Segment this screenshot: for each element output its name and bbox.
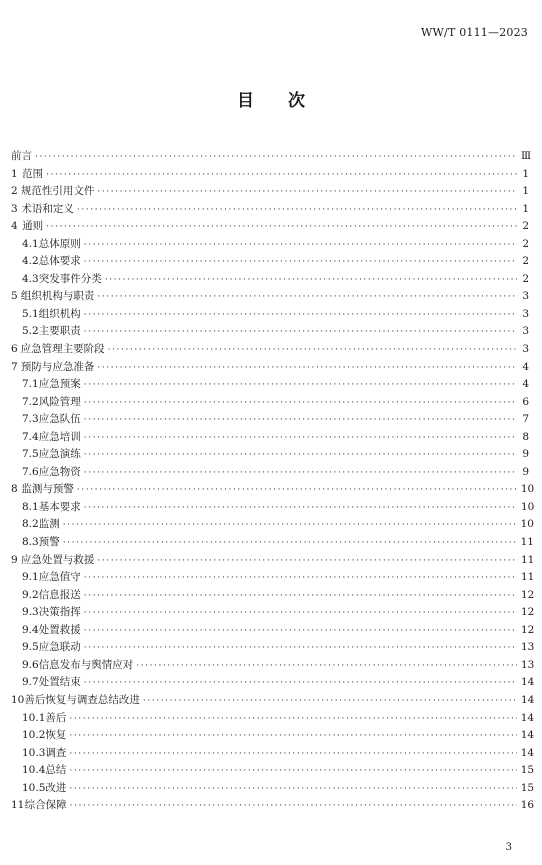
- toc-entry-number: 5.1: [22, 307, 39, 320]
- toc-entry-page: 14: [520, 711, 535, 724]
- toc-entry-label: 调查: [45, 746, 67, 759]
- toc-entry[interactable]: [11, 411, 529, 429]
- toc-entry-page: 14: [521, 693, 535, 706]
- toc-entry[interactable]: [11, 236, 529, 254]
- toc-entry-label: 监测: [38, 518, 60, 531]
- toc-leader-dots: [97, 360, 517, 378]
- toc-entry-page: 11: [520, 536, 534, 549]
- toc-leader-dots: [97, 184, 517, 202]
- toc-entry-number: 9.7: [22, 676, 39, 689]
- toc-entry-page: 1: [522, 185, 529, 198]
- toc-leader-dots: [84, 500, 517, 518]
- toc-entry-number: 10.2: [22, 729, 46, 742]
- toc-leader-dots: [84, 623, 517, 641]
- toc-entry[interactable]: [11, 323, 529, 341]
- toc-entry-label: 总结: [45, 764, 67, 777]
- toc-entry-label: 应急预案: [38, 378, 81, 391]
- toc-leader-dots: [84, 675, 517, 693]
- toc-entry-page: 16: [520, 799, 535, 812]
- toc-entry-number: 5.2: [22, 325, 39, 338]
- toc-entry-page: 1: [522, 167, 529, 180]
- toc-leader-dots: [84, 254, 517, 272]
- toc-entry-page: 13: [521, 658, 535, 671]
- toc-entry[interactable]: [11, 657, 535, 675]
- toc-entry-number: 9.1: [22, 571, 39, 584]
- toc-entry[interactable]: [11, 745, 535, 763]
- toc-entry-label: 前言: [11, 150, 32, 162]
- toc-leader-dots: [69, 728, 516, 746]
- toc-leader-dots: [84, 605, 517, 623]
- toc-leader-dots: [69, 711, 516, 729]
- toc-entry-label: 组织机构: [38, 307, 81, 320]
- toc-entry[interactable]: [11, 376, 529, 394]
- toc-entry-label: 监测与预警: [21, 483, 74, 496]
- toc-entry-label: 改进: [45, 781, 67, 794]
- toc-entry-label: 应急值守: [38, 571, 81, 584]
- toc-entry-label: 突发事件分类: [38, 272, 102, 285]
- toc-entry[interactable]: [11, 359, 529, 377]
- toc-entry[interactable]: [11, 253, 529, 271]
- toc-entry[interactable]: [11, 148, 532, 166]
- toc-leader-dots: [84, 465, 517, 483]
- toc-entry-label: 组织机构与职责: [20, 290, 95, 303]
- toc-entry-number: 4.2: [22, 255, 39, 268]
- toc-entry-number: 7: [11, 360, 18, 373]
- toc-leader-dots: [35, 149, 517, 167]
- toc-entry[interactable]: [11, 727, 535, 745]
- toc-entry-page: 3: [522, 290, 529, 303]
- toc-entry-number: 10.3: [22, 746, 46, 759]
- toc-leader-dots: [84, 430, 517, 448]
- toc-entry-label: 预警: [38, 536, 60, 549]
- toc-entry-label: 恢复: [45, 729, 67, 742]
- toc-entry-number: 4.3: [22, 272, 39, 285]
- toc-leader-dots: [105, 272, 517, 290]
- toc-entry-page: 10: [520, 483, 535, 496]
- toc-entry-label: 应急演练: [38, 448, 81, 461]
- toc-entry-page: 6: [522, 395, 529, 408]
- toc-entry-page: 12: [520, 588, 535, 601]
- toc-leader-dots: [77, 482, 517, 500]
- toc-entry[interactable]: [11, 797, 535, 815]
- toc-leader-dots: [46, 167, 517, 185]
- toc-entry-number: 9.5: [22, 641, 39, 654]
- toc-entry-label: 善后恢复与调查总结改进: [24, 693, 140, 706]
- toc-entry-number: 9.4: [22, 623, 39, 636]
- toc-leader-dots: [84, 588, 517, 606]
- toc-entry-number: 8.1: [22, 500, 39, 513]
- toc-entry-page: 9: [522, 465, 529, 478]
- toc-entry-page: 15: [520, 764, 535, 777]
- toc-entry[interactable]: [11, 288, 529, 306]
- toc-entry[interactable]: [11, 762, 535, 780]
- toc-entry-page: 11: [520, 571, 535, 584]
- toc-leader-dots: [46, 219, 517, 237]
- toc-entry[interactable]: [11, 201, 529, 219]
- toc-entry-page: 2: [522, 272, 529, 285]
- toc-leader-dots: [84, 377, 517, 395]
- toc-entry-page: Ⅲ: [521, 150, 532, 162]
- toc-entry-label: 处置结束: [38, 676, 81, 689]
- toc-leader-dots: [84, 570, 517, 588]
- toc-entry-page: 7: [522, 413, 529, 426]
- toc-entry[interactable]: [11, 710, 535, 728]
- toc-entry-page: 2: [522, 220, 529, 233]
- toc-entry-number: 10.4: [22, 764, 46, 777]
- toc-entry-number: 6: [11, 343, 18, 356]
- toc-entry-number: 8: [11, 483, 18, 496]
- toc-entry-number: 10: [11, 693, 25, 706]
- toc-entry[interactable]: [11, 183, 529, 201]
- standard-code: WW/T 0111—2023: [421, 26, 528, 39]
- toc-entry-number: 5: [11, 290, 18, 303]
- toc-entry-label: 应急培训: [38, 430, 81, 443]
- toc-leader-dots: [84, 640, 517, 658]
- toc-entry[interactable]: [11, 464, 529, 482]
- toc-entry-page: 4: [522, 360, 529, 373]
- toc-leader-dots: [136, 658, 517, 676]
- toc-entry[interactable]: [11, 271, 529, 289]
- toc-entry-page: 12: [520, 606, 535, 619]
- toc-leader-dots: [69, 763, 516, 781]
- toc-entry[interactable]: [11, 166, 529, 184]
- toc-entry-number: 8.3: [22, 536, 39, 549]
- toc-entry-page: 3: [522, 307, 529, 320]
- toc-entry-label: 应急联动: [38, 641, 81, 654]
- toc-entry[interactable]: [11, 639, 535, 657]
- toc-entry-label: 处置救援: [38, 623, 81, 636]
- toc-leader-dots: [84, 447, 517, 465]
- toc-entry-page: 10: [520, 518, 534, 531]
- toc-entry-page: 3: [522, 343, 529, 356]
- toc-leader-dots: [84, 395, 517, 413]
- toc-entry[interactable]: [11, 780, 535, 798]
- toc-entry-page: 10: [520, 500, 535, 513]
- toc-entry-page: 1: [522, 202, 529, 215]
- toc-entry-label: 应急管理主要阶段: [20, 343, 105, 356]
- toc-entry-label: 总体要求: [38, 255, 81, 268]
- toc-entry-number: 4: [11, 220, 18, 233]
- toc-leader-dots: [69, 781, 516, 799]
- toc-leader-dots: [97, 553, 517, 571]
- toc-entry[interactable]: [11, 587, 535, 605]
- toc-entry-number: 7.3: [22, 413, 39, 426]
- toc-entry-number: 9.2: [22, 588, 39, 601]
- toc-entry[interactable]: [11, 394, 529, 412]
- toc-entry[interactable]: [11, 692, 535, 710]
- toc-entry-page: 2: [522, 255, 529, 268]
- toc-entry[interactable]: [11, 516, 534, 534]
- toc-leader-dots: [69, 746, 516, 764]
- toc-entry-number: 9.6: [22, 658, 39, 671]
- toc-entry[interactable]: [11, 429, 529, 447]
- toc-entry-label: 预防与应急准备: [20, 360, 95, 373]
- toc-entry-number: 7.2: [22, 395, 39, 408]
- toc-entry-number: 7.1: [22, 378, 39, 391]
- toc-leader-dots: [63, 517, 517, 535]
- toc-entry-page: 8: [522, 430, 529, 443]
- toc-leader-dots: [97, 289, 517, 307]
- toc-entry-page: 3: [522, 325, 529, 338]
- toc-entry-label: 应急处置与救援: [20, 553, 95, 566]
- toc-entry-page: 14: [520, 729, 535, 742]
- toc-entry[interactable]: [11, 218, 529, 236]
- toc-entry[interactable]: [11, 341, 529, 359]
- toc-leader-dots: [77, 202, 517, 220]
- toc-entry-label: 主要职责: [38, 325, 81, 338]
- toc-leader-dots: [70, 798, 517, 816]
- toc-leader-dots: [108, 342, 517, 360]
- toc-entry-number: 9.3: [22, 606, 39, 619]
- toc-entry-page: 11: [521, 553, 535, 566]
- toc-entry-label: 风险管理: [38, 395, 81, 408]
- toc-leader-dots: [84, 307, 517, 325]
- toc-entry[interactable]: [11, 604, 535, 622]
- toc-entry[interactable]: [11, 569, 535, 587]
- toc-entry-label: 范围: [22, 167, 44, 180]
- toc-entry-label: 信息发布与舆情应对: [38, 658, 134, 671]
- table-of-contents: [11, 148, 535, 815]
- toc-entry-number: 10.1: [22, 711, 46, 724]
- page-title: 目 次: [237, 91, 305, 111]
- toc-entry[interactable]: [11, 534, 534, 552]
- toc-entry[interactable]: [11, 481, 535, 499]
- toc-entry-label: 基本要求: [38, 500, 81, 513]
- toc-entry-number: 10.5: [22, 781, 46, 794]
- toc-entry[interactable]: [11, 552, 535, 570]
- page-number: 3: [505, 842, 512, 853]
- toc-entry-label: 综合保障: [24, 799, 67, 812]
- toc-entry-number: 1: [11, 167, 18, 180]
- toc-entry-number: 7.6: [22, 465, 39, 478]
- toc-entry-label: 应急物资: [38, 465, 81, 478]
- toc-entry-label: 应急队伍: [38, 413, 81, 426]
- toc-entry[interactable]: [11, 499, 535, 517]
- toc-leader-dots: [84, 412, 517, 430]
- toc-entry-page: 2: [522, 237, 529, 250]
- toc-entry[interactable]: [11, 674, 535, 692]
- toc-entry[interactable]: [11, 622, 535, 640]
- toc-entry-label: 规范性引用文件: [20, 185, 95, 198]
- toc-entry-label: 总体原则: [38, 237, 81, 250]
- toc-entry-page: 4: [522, 378, 529, 391]
- toc-entry-label: 信息报送: [38, 588, 81, 601]
- toc-entry-number: 7.4: [22, 430, 39, 443]
- toc-leader-dots: [63, 535, 517, 553]
- toc-leader-dots: [143, 693, 517, 711]
- toc-entry-number: 3: [11, 202, 18, 215]
- toc-entry-page: 9: [522, 448, 529, 461]
- toc-entry-label: 术语和定义: [21, 202, 74, 215]
- toc-entry-page: 12: [520, 623, 535, 636]
- toc-entry-page: 14: [520, 676, 535, 689]
- toc-entry-number: 7.5: [22, 448, 39, 461]
- toc-leader-dots: [84, 324, 517, 342]
- toc-entry-page: 14: [520, 746, 535, 759]
- toc-entry-page: 15: [520, 781, 535, 794]
- toc-entry-number: 8.2: [22, 518, 39, 531]
- toc-entry-number: 9: [11, 553, 18, 566]
- toc-leader-dots: [84, 237, 517, 255]
- toc-entry-number: 11: [11, 799, 25, 812]
- toc-entry-page: 13: [520, 641, 535, 654]
- toc-entry-number: 4.1: [22, 237, 39, 250]
- toc-entry-number: 2: [11, 185, 18, 198]
- toc-entry-label: 通则: [22, 220, 44, 233]
- toc-entry[interactable]: [11, 446, 529, 464]
- toc-entry-label: 决策指挥: [38, 606, 81, 619]
- toc-entry[interactable]: [11, 306, 529, 324]
- toc-entry-label: 善后: [45, 711, 67, 724]
